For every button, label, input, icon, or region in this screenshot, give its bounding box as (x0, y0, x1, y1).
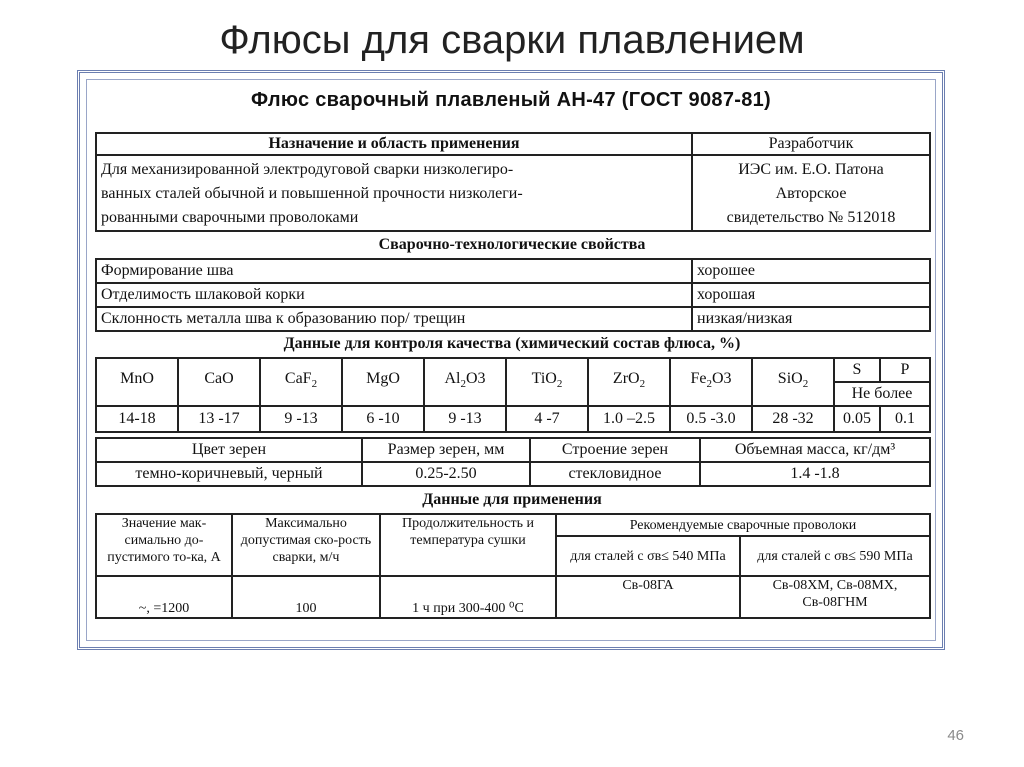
component-subscript: 2 (706, 378, 712, 391)
max-current-header: Значение мак-симально до-пустимого то-ка, А (96, 514, 232, 576)
max-label: Не более (834, 382, 930, 406)
properties-header: Сварочно-технологические свойства (378, 236, 646, 253)
developer-name: ИЭС им. Е.О. Патона (738, 161, 884, 178)
grain-table (95, 437, 931, 487)
purpose-header: Назначение и область применения (96, 133, 692, 155)
component-value: 9 -13 (260, 406, 342, 432)
application-table (95, 513, 931, 619)
wires-header: Рекомендуемые сварочные проволоки (556, 514, 930, 536)
component-value: 14-18 (96, 406, 178, 432)
chemistry-header: Данные для контроля качества (химический состав флюса, %) (283, 335, 741, 352)
component-subscript: 2 (556, 378, 563, 391)
component-label (588, 358, 670, 406)
component-subscript: 2 (460, 378, 466, 391)
component-value: 0.5 -3.0 (670, 406, 752, 432)
property-name: Склонность металла шва к образованию пор/ трещин (96, 307, 692, 331)
properties-table (95, 258, 931, 332)
component-label (178, 358, 260, 406)
page-number: 46 (947, 727, 964, 744)
component-formula: SiO (777, 370, 803, 388)
document-frame (77, 70, 945, 650)
wire-group-2-header: для сталей с σв≤ 590 МПа (740, 536, 930, 576)
drying-header: Продолжительность и температура сушки (380, 514, 556, 576)
purpose-table (95, 132, 931, 232)
sulfur-value: 0.05 (834, 406, 880, 432)
developer-header: Разработчик (692, 133, 930, 155)
component-formula: CaF (284, 370, 312, 388)
slide-title: Флюсы для сварки плавлением (219, 18, 805, 62)
component-value: 9 -13 (424, 406, 506, 432)
property-name: Отделимость шлаковой корки (96, 283, 692, 307)
sulfur-label: S (834, 358, 880, 382)
component-formula: CaO (204, 370, 234, 388)
component-subscript: 2 (311, 378, 318, 391)
wire-group-2-line-1: Св-08ХМ, Св-08МХ, (772, 578, 898, 593)
component-formula: MnO (120, 370, 154, 388)
phosphorus-value: 0.1 (880, 406, 930, 432)
developer-cell (692, 155, 930, 231)
grain-header: Строение зерен (530, 438, 700, 462)
component-value: 1.0 –2.5 (588, 406, 670, 432)
grain-header: Цвет зерен (96, 438, 362, 462)
component-label (260, 358, 342, 406)
component-value: 13 -17 (178, 406, 260, 432)
certificate-line-2: свидетельство № 512018 (726, 209, 896, 226)
component-label (752, 358, 834, 406)
grain-header: Размер зерен, мм (362, 438, 530, 462)
max-current-value: ~, =1200 (96, 576, 232, 618)
component-value: 6 -10 (342, 406, 424, 432)
property-value: хорошее (692, 259, 930, 283)
purpose-line-3: рованными сварочными проволоками (101, 209, 359, 226)
property-value: низкая/низкая (692, 307, 930, 331)
wire-group-2-value (740, 576, 930, 618)
component-label (96, 358, 178, 406)
max-speed-header: Максимально допустимая ско-рость сварки, м/ч (232, 514, 380, 576)
purpose-line-1: Для механизированной электродуговой сварки низколегиро- (101, 161, 514, 178)
property-value: хорошая (692, 283, 930, 307)
certificate-line-1: Авторское (775, 185, 847, 202)
component-label (342, 358, 424, 406)
document-title: Флюс сварочный плавленый АН-47 (ГОСТ 9087-81) (250, 89, 772, 111)
component-formula-tail: O3 (711, 370, 732, 388)
grain-value: стекловидное (530, 462, 700, 486)
component-value: 4 -7 (506, 406, 588, 432)
drying-value: 1 ч при 300-400 ⁰С (380, 576, 556, 618)
component-label (506, 358, 588, 406)
grain-header: Объемная масса, кг/дм³ (700, 438, 930, 462)
component-formula-tail: O3 (465, 370, 486, 388)
phosphorus-label: P (880, 358, 930, 382)
component-subscript: 2 (802, 378, 809, 391)
wire-group-2-line-2: Св-08ГНМ (802, 595, 868, 610)
component-label (670, 358, 752, 406)
grain-value: 0.25-2.50 (362, 462, 530, 486)
component-formula: ZrO (612, 370, 640, 388)
purpose-text (96, 155, 692, 231)
component-formula: Fe (690, 370, 707, 388)
component-formula: MgO (366, 370, 400, 388)
component-label (424, 358, 506, 406)
grain-value: 1.4 -1.8 (700, 462, 930, 486)
chemistry-table (95, 357, 931, 433)
purpose-line-2: ванных сталей обычной и повышенной прочности низколеги- (101, 185, 523, 202)
grain-value: темно-коричневый, черный (96, 462, 362, 486)
application-header: Данные для применения (422, 491, 602, 508)
wire-group-1-value: Св-08ГА (556, 576, 740, 618)
max-speed-value: 100 (232, 576, 380, 618)
wire-group-1-header: для сталей с σв≤ 540 МПа (556, 536, 740, 576)
component-formula: Al (444, 370, 461, 388)
component-subscript: 2 (639, 378, 646, 391)
property-name: Формирование шва (96, 259, 692, 283)
component-value: 28 -32 (752, 406, 834, 432)
component-formula: TiO (531, 370, 557, 388)
